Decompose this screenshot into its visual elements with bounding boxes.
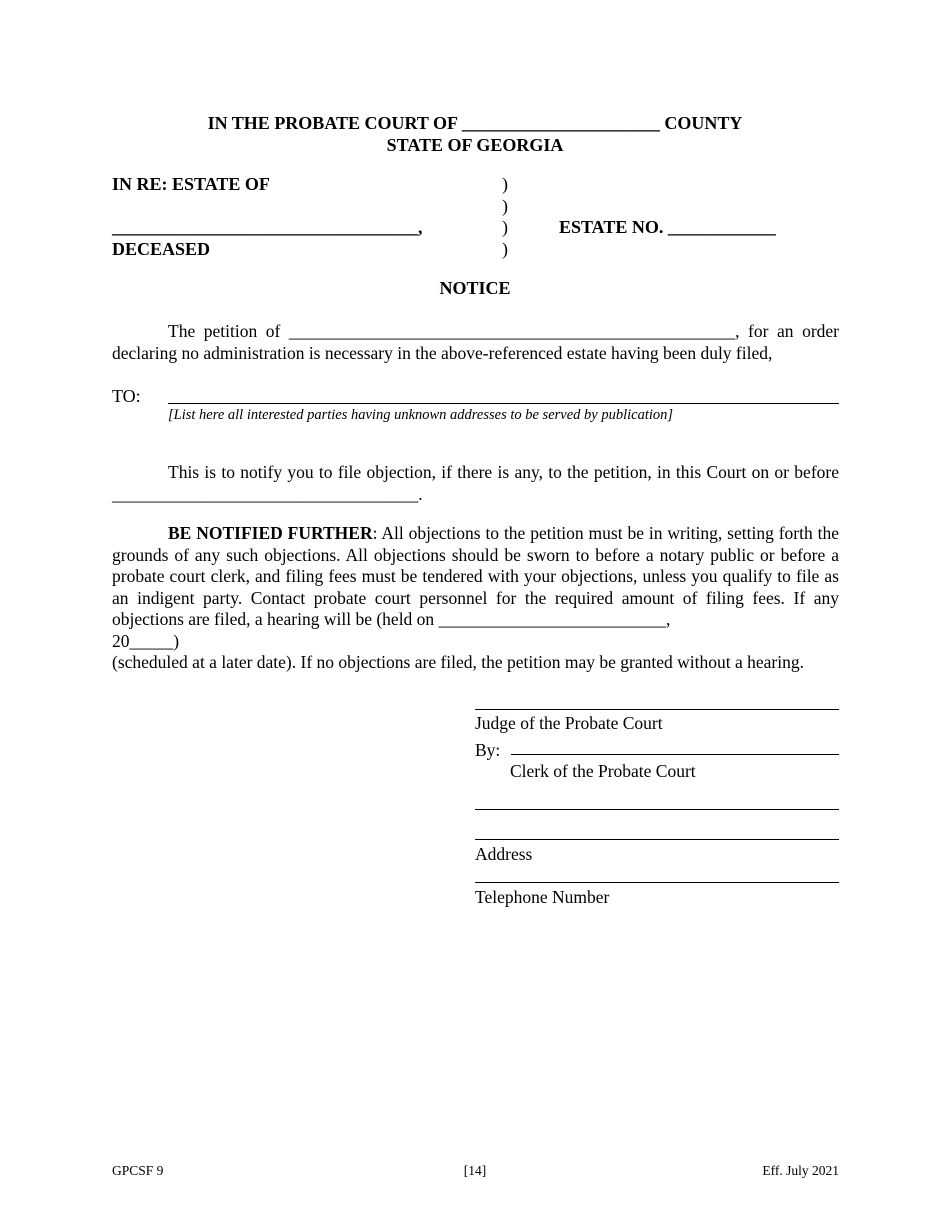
court-heading: IN THE PROBATE COURT OF ______________________ COUNTY	[207, 113, 743, 133]
judge-label: Judge of the Probate Court	[475, 713, 663, 733]
interested-parties-line	[168, 403, 839, 404]
address-line-2	[475, 839, 839, 840]
telephone-label: Telephone Number	[475, 887, 610, 907]
caption-paren: )	[502, 217, 508, 237]
address-label: Address	[475, 844, 533, 864]
notify-text: This is to notify you to file objection, if there is any, to the petition, in this Court on or before ___________________________________.	[112, 462, 839, 504]
interested-parties-instruction: [List here all interested parties having unknown addresses to be served by publication]	[168, 407, 674, 423]
petition-paragraph	[112, 321, 839, 364]
in-re-label: IN RE: ESTATE OF	[112, 174, 270, 194]
caption-paren: )	[502, 196, 508, 216]
address-line-1	[475, 809, 839, 810]
clerk-signature-line	[511, 754, 839, 755]
further-text: : All objections to the petition must be in writing, setting forth the grounds of any such objections. All objections should be sworn to before a notary public or before a probate court clerk, and filing fees must be tendered with your objections, unless you qualify to file as an indigent party. Contact probate court personnel for the required amount of filing fees. If any objections are filed, a hearing will be (held on __________________________,	[112, 523, 839, 629]
caption-paren: )	[502, 239, 508, 259]
further-closing: (scheduled at a later date). If no objections are filed, the petition may be granted without a hearing.	[112, 652, 804, 672]
clerk-label: Clerk of the Probate Court	[510, 761, 696, 781]
by-label: By:	[475, 740, 501, 760]
further-paragraph	[112, 523, 839, 674]
petition-text: The petition of ___________________________________________________, for an order declaring no administration is necessary in the above-referenced estate having been duly filed,	[112, 321, 839, 363]
effective-date: Eff. July 2021	[762, 1163, 839, 1178]
to-label: TO:	[112, 386, 141, 406]
notify-paragraph	[112, 462, 839, 505]
form-id: GPCSF 9	[112, 1163, 164, 1178]
hearing-year-blank: 20_____)	[112, 630, 180, 651]
telephone-line	[475, 882, 839, 883]
estate-number-field: ESTATE NO. ____________	[559, 217, 776, 237]
state-heading: STATE OF GEORGIA	[386, 135, 564, 155]
notice-title: NOTICE	[439, 278, 511, 298]
deceased-label: DECEASED	[112, 239, 211, 259]
decedent-name-blank: __________________________________,	[112, 217, 423, 237]
judge-signature-line	[475, 709, 839, 710]
further-heading: BE NOTIFIED FURTHER	[168, 523, 373, 543]
page-number: [14]	[463, 1163, 487, 1178]
caption-paren: )	[502, 174, 508, 194]
